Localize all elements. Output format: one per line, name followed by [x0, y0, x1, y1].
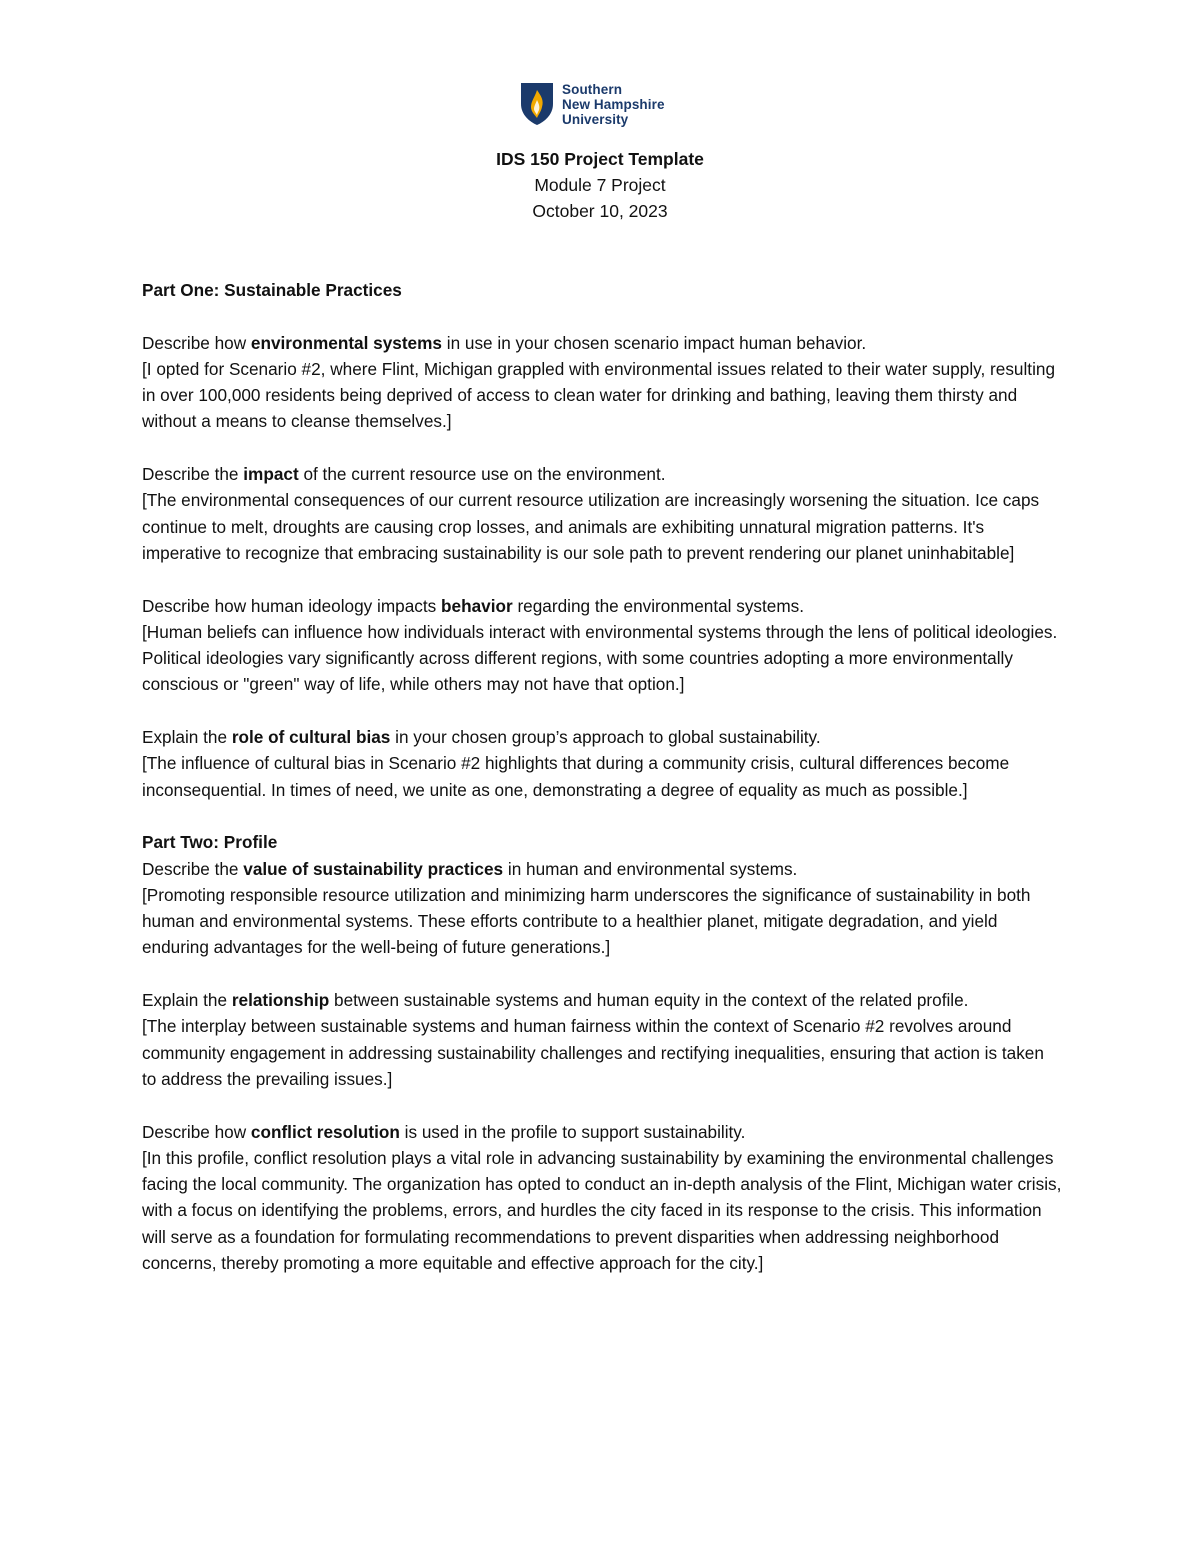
answer-environmental-systems: [I opted for Scenario #2, where Flint, Michigan grappled with environmental issues related to their water supply, resulting in over 100,000 residents being deprived of access to clean water for drinking and bathing, leaving them thirsty and without a means to cleanse themselves.] — [142, 358, 1056, 432]
document-header — [0, 146, 1200, 224]
prompt-text: Describe how human ideology impacts — [142, 595, 442, 616]
answer-cultural-bias: [The influence of cultural bias in Scenario #2 highlights that during a community crisis, cultural differences become inconsequential. In times of need, we unite as one, demonstrating a degree of equality as much as possible.] — [142, 753, 1010, 800]
prompt-text: in your chosen group’s approach to global sustainability. — [390, 727, 821, 748]
logo-line-3: University — [562, 112, 629, 127]
prompt-sustainability-value — [142, 856, 1062, 882]
prompt-keyword: environmental systems — [250, 332, 442, 353]
prompt-text: Describe the — [142, 464, 244, 485]
answer-impact: [The environmental consequences of our current resource utilization are increasingly worsening the situation. Ice caps continue to melt, droughts are causing crop losses, and animals are exhibiting unnatural migration patterns. It's imperative to recognize that embracing sustainability is our sole path to prevent rendering our planet uninhabitable] — [142, 490, 1040, 563]
answer-conflict-resolution: [In this profile, conflict resolution plays a vital role in advancing sustainability by examining the environmental challenges facing the local community. The organization has opted to conduct an in-depth analysis of the Flint, Michigan water crisis, with a focus on identifying the problems, errors, and hurdles the city faced in its response to the crisis. This information will serve as a foundation for formulating recommendations to prevent disparities when addressing neighborhood concerns, thereby promoting a more equitable and effective approach for the city.] — [142, 1147, 1062, 1273]
prompt-environmental-systems — [142, 330, 1062, 356]
prompt-conflict-resolution — [142, 1119, 1062, 1145]
prompt-text: Explain the — [142, 990, 232, 1011]
answer-relationship: [The interplay between sustainable systems and human fairness within the context of Scenario #2 revolves around community engagement in addressing sustainability challenges and rectifying inequalities, ensuring that action is taken to address the prevailing issues.] — [142, 1016, 1044, 1089]
prompt-keyword: role of cultural bias — [231, 727, 391, 748]
university-name — [562, 82, 665, 127]
prompt-text: Describe how — [142, 332, 251, 353]
document-subtitle: Module 7 Project — [534, 175, 666, 195]
prompt-impact — [142, 461, 1062, 487]
document-title: IDS 150 Project Template — [496, 149, 704, 169]
logo-line-2: New Hampshire — [562, 97, 665, 112]
prompt-keyword: relationship — [231, 990, 330, 1011]
prompt-text: of the current resource use on the environment. — [298, 464, 666, 485]
prompt-keyword: behavior — [441, 595, 513, 616]
prompt-behavior — [142, 593, 1062, 619]
university-logo — [520, 82, 665, 127]
prompt-cultural-bias — [142, 724, 1062, 750]
prompt-text: in human and environmental systems. — [503, 858, 798, 879]
part-one-heading: Part One: Sustainable Practices — [142, 280, 402, 300]
prompt-text: Explain the — [142, 727, 232, 748]
prompt-text: Describe the — [142, 858, 244, 879]
prompt-relationship — [142, 987, 1062, 1013]
logo-line-1: Southern — [562, 82, 623, 97]
shield-flame-icon — [520, 82, 554, 126]
part-two-heading: Part Two: Profile — [142, 832, 278, 853]
prompt-keyword: conflict resolution — [250, 1121, 400, 1142]
answer-sustainability-value: [Promoting responsible resource utilization and minimizing harm underscores the significance of sustainability in both human and environmental systems. These efforts contribute to a healthier planet, mitigate degradation, and yield enduring advantages for the well-being of future generations.] — [142, 884, 1031, 958]
document-date: October 10, 2023 — [532, 201, 668, 221]
prompt-text: is used in the profile to support sustainability. — [399, 1121, 746, 1142]
prompt-keyword: impact — [243, 464, 299, 485]
prompt-text: between sustainable systems and human equity in the context of the related profile. — [329, 990, 969, 1011]
prompt-text: regarding the environmental systems. — [512, 595, 805, 616]
answer-behavior: [Human beliefs can influence how individuals interact with environmental systems through the lens of political ideologies. Political ideologies vary significantly across different regions, with some countries adopting a more environmentally conscious or "green" way of life, while others may not have that option.] — [142, 621, 1058, 695]
prompt-keyword: value of sustainability practices — [243, 858, 504, 879]
prompt-text: Describe how — [142, 1121, 251, 1142]
document-body — [142, 277, 1062, 1276]
prompt-text: in use in your chosen scenario impact human behavior. — [441, 332, 867, 353]
